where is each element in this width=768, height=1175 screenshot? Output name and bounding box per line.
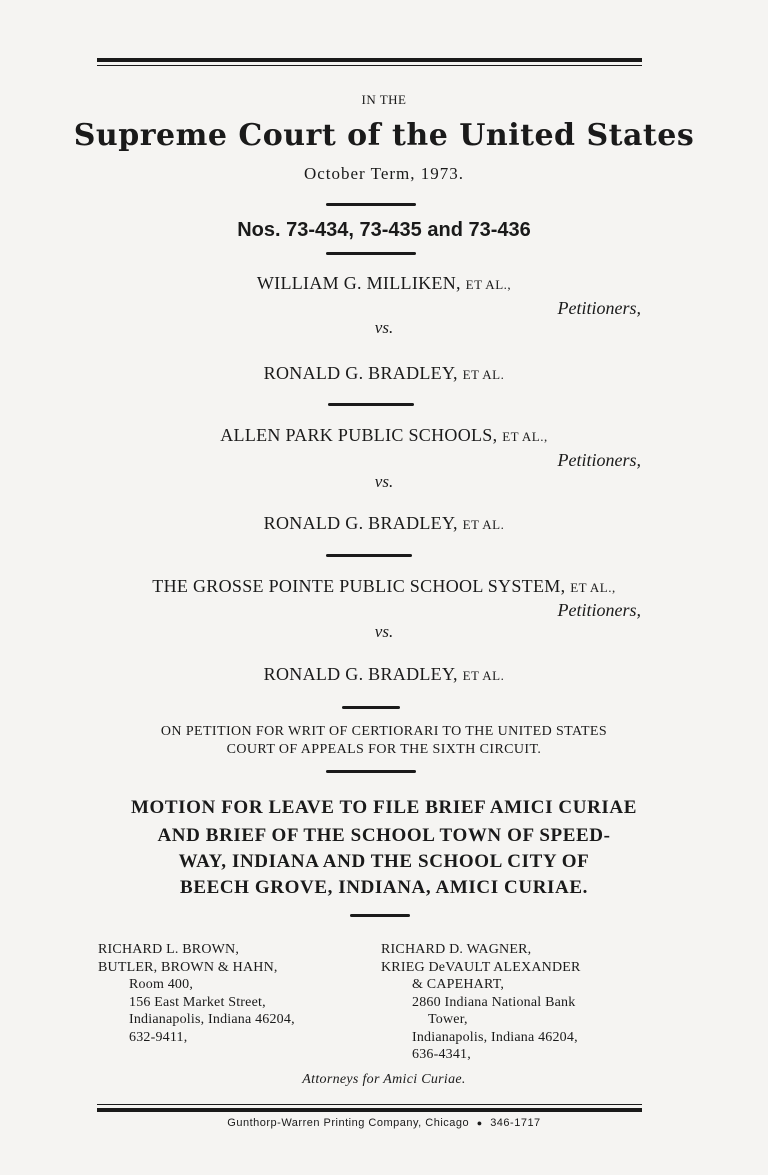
divider-rule — [326, 770, 416, 773]
motion-line-3: WAY, INDIANA AND THE SCHOOL CITY OF — [178, 851, 590, 872]
attorney-left-line: 632-9411, — [129, 1029, 188, 1045]
respondent-etal: ET AL. — [462, 367, 505, 382]
petitioner-name: ALLEN PARK PUBLIC SCHOOLS, — [220, 425, 498, 445]
in-the-label: IN THE — [361, 92, 407, 107]
divider-rule — [342, 706, 400, 709]
attorney-right-line: & CAPEHART, — [412, 977, 505, 992]
case-1-role: Petitioners, — [557, 298, 641, 318]
bullet-icon: ● — [476, 1118, 483, 1128]
petitioner-etal: ET AL., — [465, 277, 512, 292]
divider-rule — [350, 914, 410, 917]
respondent-name: RONALD G. BRADLEY, — [263, 513, 458, 533]
case-2-respondent — [0, 513, 768, 534]
motion-line-1: MOTION FOR LEAVE TO FILE BRIEF AMICI CURIAE — [131, 797, 637, 818]
attorney-right-line: RICHARD D. WAGNER, — [381, 942, 532, 957]
motion-line-2: AND BRIEF OF THE SCHOOL TOWN OF SPEED- — [157, 825, 611, 846]
petition-line-1: ON PETITION FOR WRIT OF CERTIORARI TO THE UNITED STATES — [160, 724, 608, 739]
attorneys-for-line: Attorneys for Amici Curiae. — [302, 1072, 466, 1087]
motion-line-4: BEECH GROVE, INDIANA, AMICI CURIAE. — [180, 877, 588, 898]
bottom-rule-thin — [97, 1104, 642, 1105]
printer-name: Gunthorp-Warren Printing Company, Chicago — [227, 1117, 470, 1129]
docket-numbers: Nos. 73-434, 73-435 and 73-436 — [237, 219, 531, 241]
respondent-etal: ET AL. — [462, 668, 505, 683]
case-2-petitioner — [0, 425, 768, 446]
attorney-left-line: 156 East Market Street, — [129, 994, 266, 1010]
printer-line — [0, 1117, 768, 1129]
attorney-right-line: KRIEG DeVAULT ALEXANDER — [381, 959, 581, 975]
respondent-etal: ET AL. — [462, 517, 505, 532]
case-3-vs: vs. — [374, 622, 394, 641]
court-name: Supreme Court of the United States — [73, 118, 695, 153]
bottom-rule-thick — [97, 1108, 642, 1112]
attorney-left-line: BUTLER, BROWN & HAHN, — [98, 959, 278, 975]
case-2-vs: vs. — [374, 472, 394, 491]
top-rule-thin — [97, 65, 642, 66]
case-1-respondent — [0, 363, 768, 384]
divider-rule — [326, 252, 416, 255]
attorney-right-line: Indianapolis, Indiana 46204, — [412, 1029, 578, 1045]
petitioner-etal: ET AL., — [502, 429, 548, 444]
attorney-left-line: Room 400, — [129, 977, 194, 992]
case-3-respondent — [0, 664, 768, 685]
term-label: October Term, 1973. — [303, 164, 465, 183]
attorney-left-line: RICHARD L. BROWN, — [98, 942, 240, 957]
case-3-role: Petitioners, — [557, 600, 641, 620]
divider-rule — [326, 554, 412, 557]
divider-rule — [328, 403, 414, 406]
case-1-vs: vs. — [374, 318, 394, 337]
attorney-right — [381, 941, 581, 1064]
petitioner-name: WILLIAM G. MILLIKEN, — [256, 273, 461, 293]
respondent-name: RONALD G. BRADLEY, — [263, 363, 458, 383]
attorney-left-line: Indianapolis, Indiana 46204, — [129, 1012, 295, 1027]
printer-phone: 346-1717 — [490, 1117, 541, 1129]
attorney-right-line: 636-4341, — [412, 1047, 471, 1062]
attorney-right-line: 2860 Indiana National Bank — [412, 994, 576, 1010]
petitioner-etal: ET AL., — [570, 580, 616, 595]
petitioner-name: THE GROSSE POINTE PUBLIC SCHOOL SYSTEM, — [152, 576, 566, 596]
attorney-right-line: Tower, — [428, 1012, 468, 1027]
attorney-left — [98, 941, 295, 1046]
case-3-petitioner — [0, 576, 768, 597]
case-2-role: Petitioners, — [557, 450, 641, 470]
respondent-name: RONALD G. BRADLEY, — [263, 664, 458, 684]
petition-line-2: COURT OF APPEALS FOR THE SIXTH CIRCUIT. — [226, 742, 542, 757]
top-rule-thick — [97, 58, 642, 62]
divider-rule — [326, 203, 416, 206]
case-1-petitioner — [0, 273, 768, 294]
